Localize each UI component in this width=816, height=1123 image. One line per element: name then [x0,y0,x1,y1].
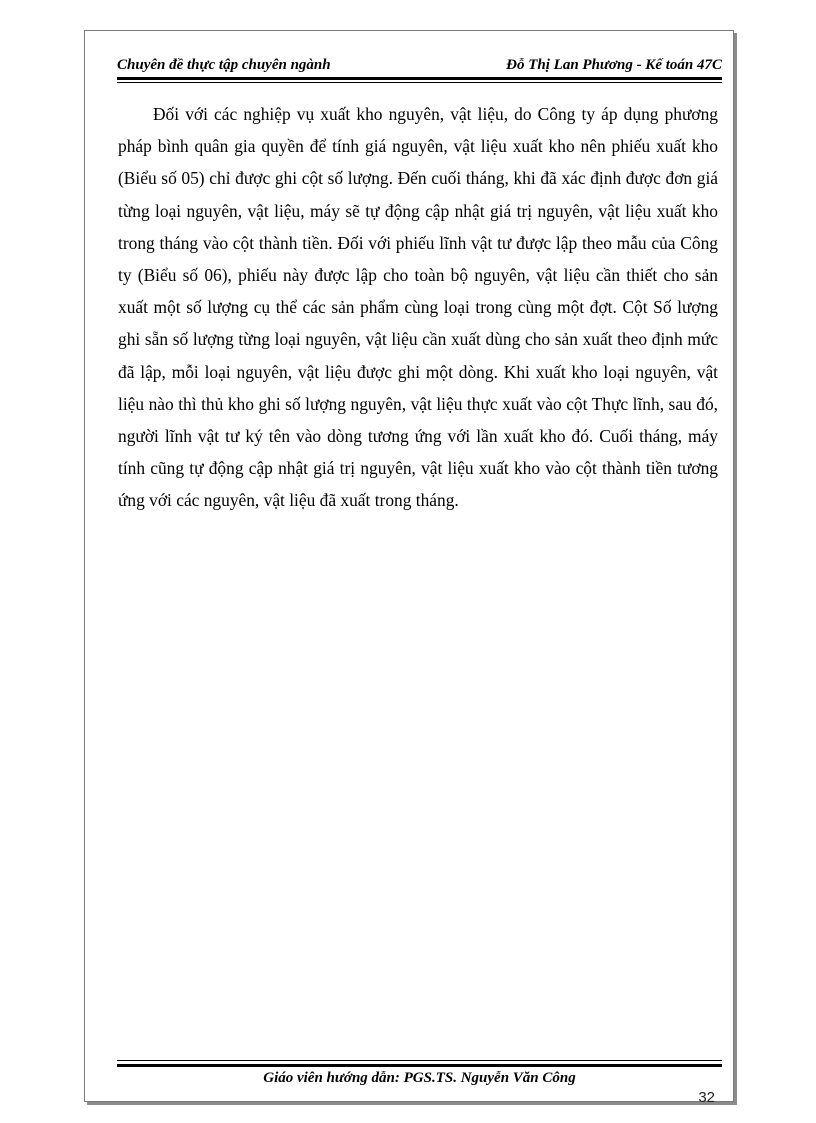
footer-rule [117,1064,722,1067]
header-left-title: Chuyên đề thực tập chuyên ngành [117,57,331,73]
header-rule-thin [117,82,722,83]
header-rule [117,77,722,80]
page-number: 32 [698,1089,715,1106]
footer-rule-thin [117,1060,722,1061]
footer-supervisor: Giáo viên hướng dẫn: PGS.TS. Nguyễn Văn Công [263,1070,576,1086]
page-header [117,55,722,75]
header-right-author: Đỗ Thị Lan Phương - Kế toán 47C [506,57,722,73]
body-paragraph: Đối với các nghiệp vụ xuất kho nguyên, vật liệu, do Công ty áp dụng phương pháp bình quân gia quyền để tính giá nguyên, vật liệu xuất kho nên phiếu xuất kho (Biểu số 05) chỉ được ghi cột số lượng. Đến cuối tháng, khi đã xác định được đơn giá từng loại nguyên, vật liệu, máy sẽ tự động cập nhật giá trị nguyên, vật liệu xuất kho trong tháng vào cột thành tiền. Đối với phiếu lĩnh vật tư được lập theo mẫu của Công ty (Biểu số 06), phiếu này được lập cho toàn bộ nguyên, vật liệu cần thiết cho sản xuất một số lượng cụ thể các sản phẩm cùng loại trong cùng một đợt. Cột Số lượng ghi sẵn số lượng từng loại nguyên, vật liệu cần xuất dùng cho sản xuất theo định mức đã lập, mỗi loại nguyên, vật liệu được ghi một dòng. Khi xuất kho loại nguyên, vật liệu nào thì thủ kho ghi số lượng nguyên, vật liệu thực xuất vào cột Thực lĩnh, sau đó, người lĩnh vật tư ký tên vào dòng tương ứng với lần xuất kho đó. Cuối tháng, máy tính cũng tự động cập nhật giá trị nguyên, vật liệu xuất kho vào cột thành tiền tương ứng với các nguyên, vật liệu đã xuất trong tháng. [118,104,718,511]
